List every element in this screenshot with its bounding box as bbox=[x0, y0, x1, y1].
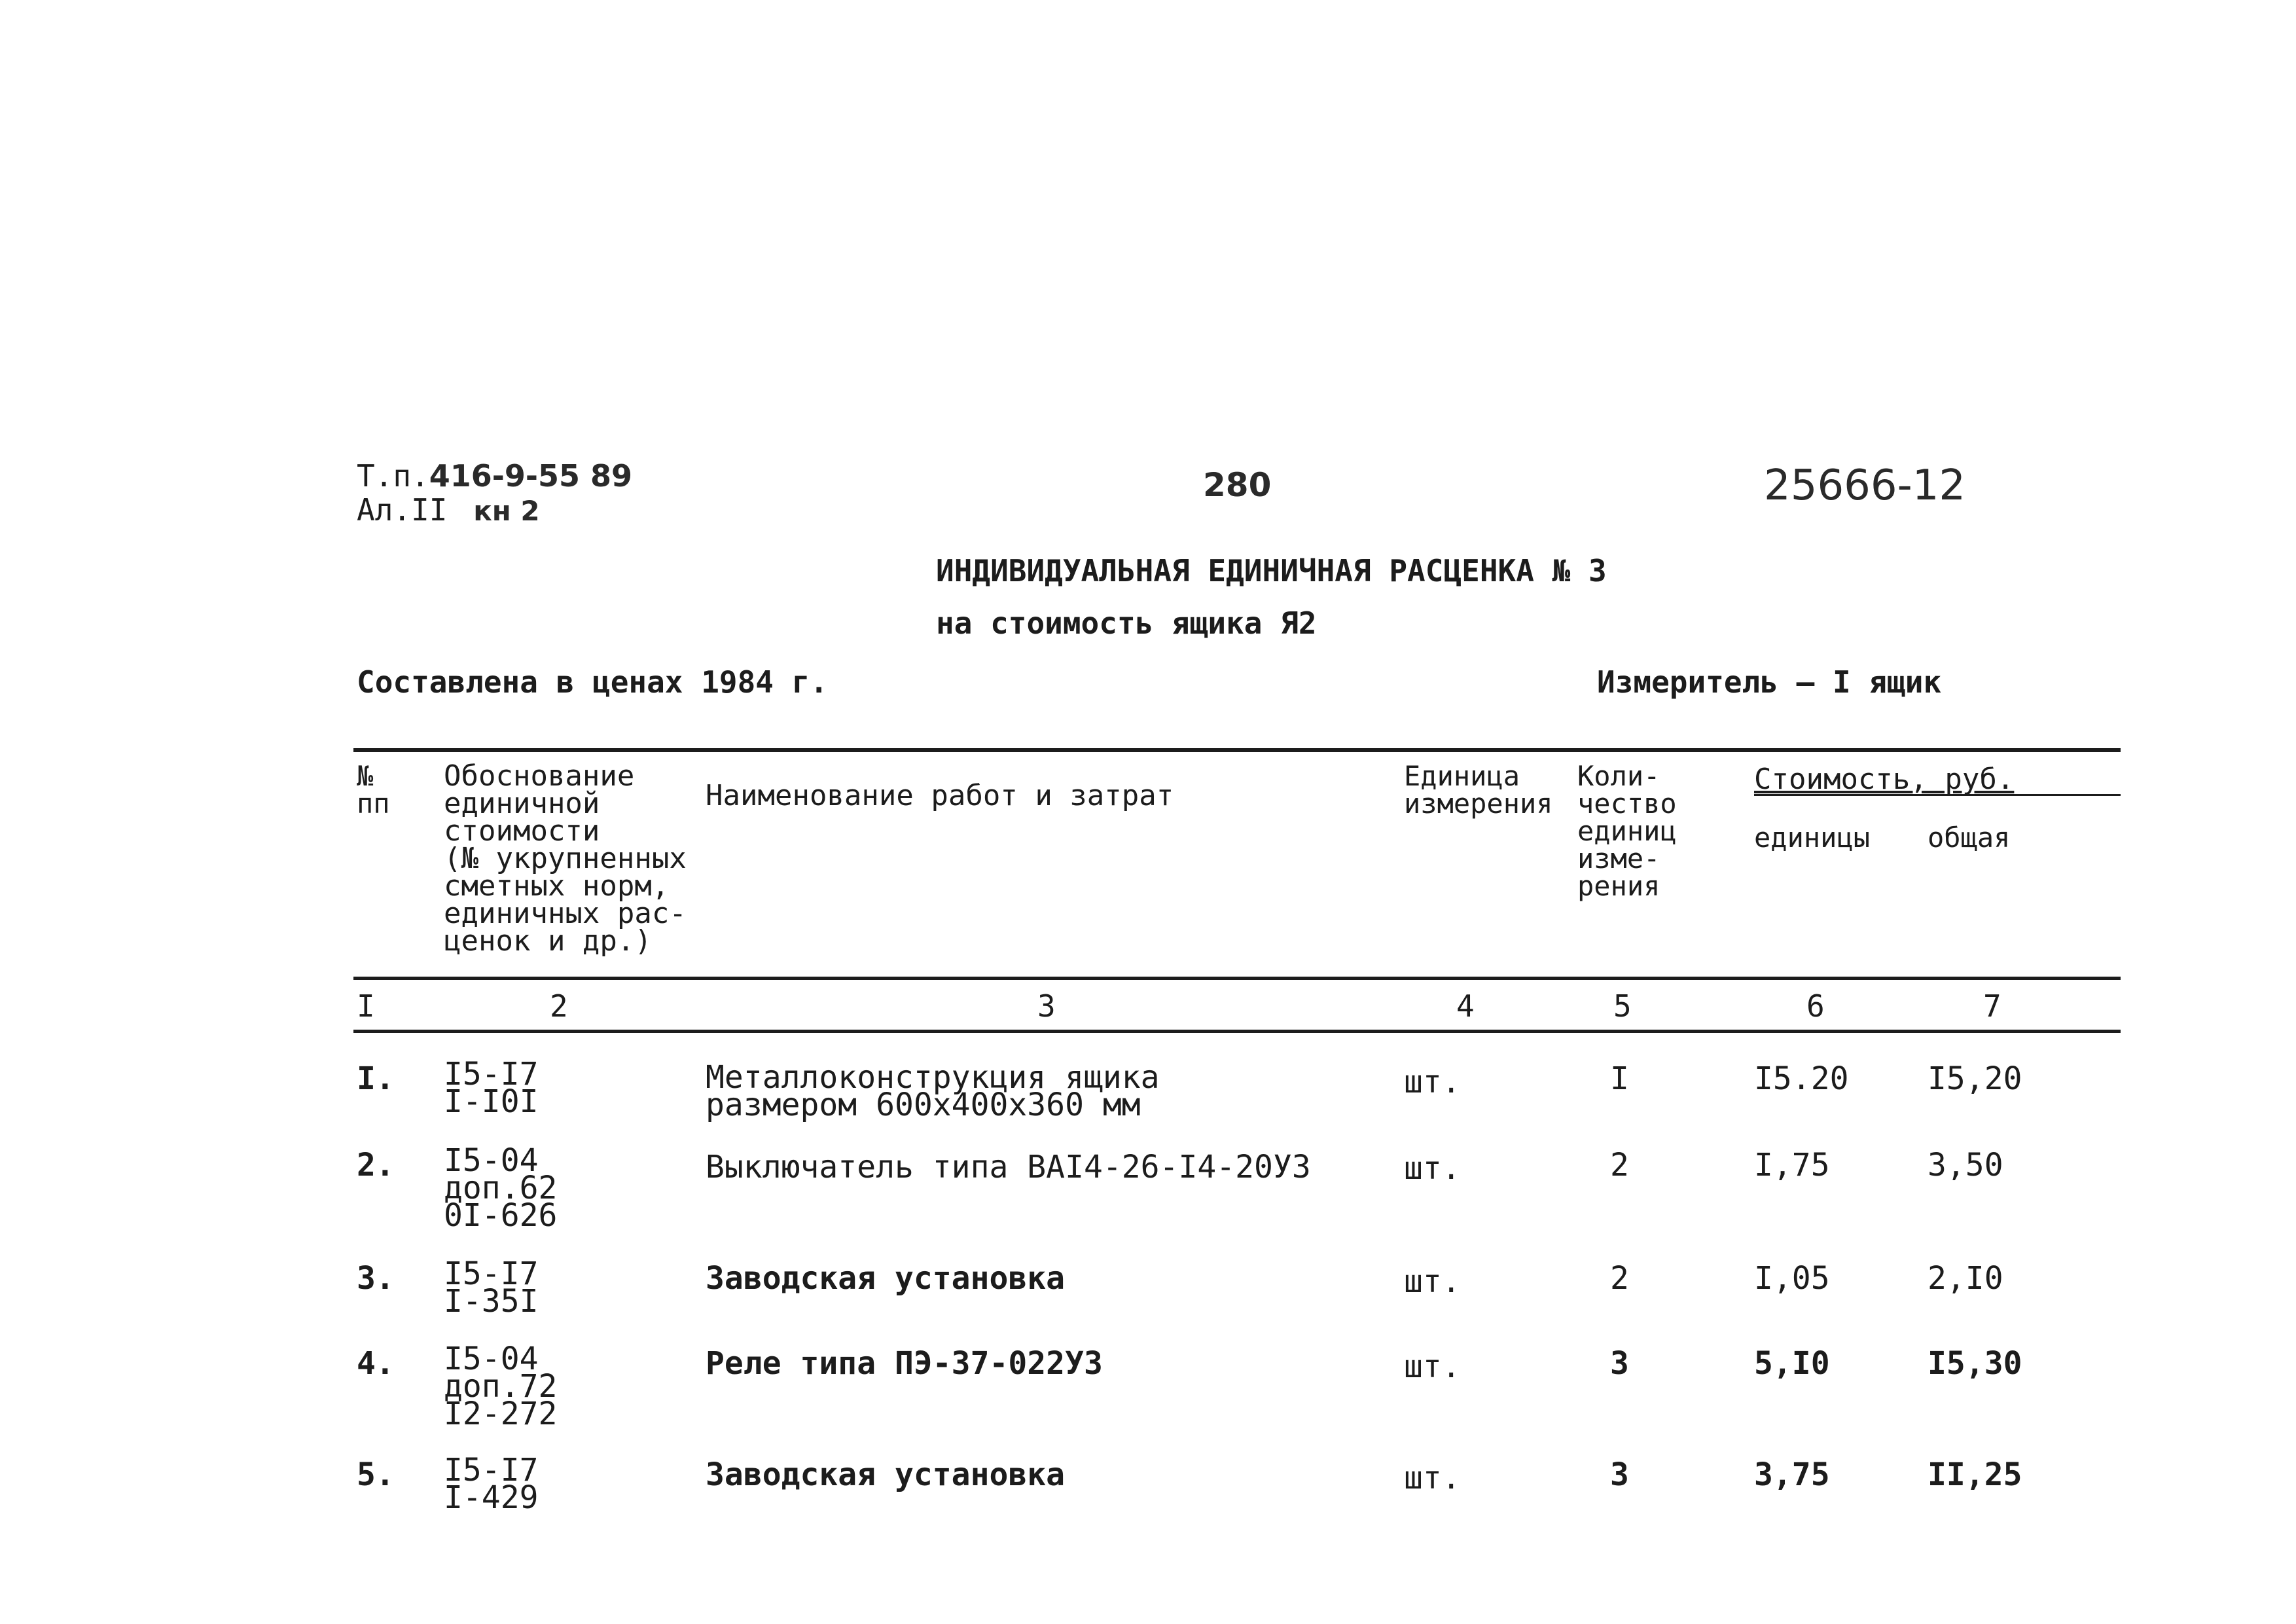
col-header-name: Наименование работ и затрат bbox=[706, 779, 1174, 812]
row-total: 2,I0 bbox=[1928, 1260, 2003, 1297]
row-number: 4. bbox=[357, 1345, 395, 1382]
doc-ref-line1 bbox=[357, 458, 632, 494]
row-basis: I5-04 доп.62 0I-626 bbox=[444, 1142, 558, 1234]
col-number-3: 3 bbox=[1037, 988, 1056, 1024]
row-number: 2. bbox=[357, 1147, 395, 1183]
row-name: Заводская установка bbox=[706, 1456, 1066, 1493]
row-name: Заводская установка bbox=[706, 1260, 1066, 1297]
col-number-2: 2 bbox=[550, 988, 568, 1024]
col-number-7: 7 bbox=[1983, 988, 2001, 1024]
row-basis: I5-I7 I-35I bbox=[444, 1255, 539, 1320]
album-label: Ал.II bbox=[357, 492, 448, 528]
table-top-rule bbox=[353, 748, 2121, 752]
col-header-total: общая bbox=[1928, 821, 2011, 854]
row-number: I. bbox=[357, 1060, 395, 1097]
row-name: Реле типа ПЭ-37-022У3 bbox=[706, 1345, 1103, 1382]
col-header-unit-cost: единицы bbox=[1754, 821, 1871, 854]
col-number-4: 4 bbox=[1456, 988, 1475, 1024]
page-title: ИНДИВИДУАЛЬНАЯ ЕДИНИЧНАЯ РАСЦЕНКА № 3 bbox=[936, 553, 1607, 588]
row-unit-cost: 5,I0 bbox=[1754, 1345, 1830, 1382]
unit-measure-note: Измеритель – I ящик bbox=[1597, 664, 1942, 700]
page-subtitle: на стоимость ящика Я2 bbox=[936, 605, 1317, 641]
col-header-number: № пп bbox=[357, 760, 390, 820]
row-quantity: 3 bbox=[1610, 1345, 1629, 1382]
row-unit: шт. bbox=[1404, 1460, 1461, 1496]
row-unit-cost: I,05 bbox=[1754, 1260, 1830, 1297]
row-number: 3. bbox=[357, 1260, 395, 1297]
row-quantity: 3 bbox=[1610, 1456, 1629, 1493]
row-total: II,25 bbox=[1928, 1456, 2022, 1493]
col-header-unit: Единица измерения bbox=[1404, 760, 1553, 820]
row-unit: шт. bbox=[1404, 1150, 1461, 1187]
row-unit-cost: 3,75 bbox=[1754, 1456, 1830, 1493]
row-quantity: 2 bbox=[1610, 1147, 1629, 1183]
row-quantity: I bbox=[1610, 1060, 1629, 1097]
col-number-6: 6 bbox=[1806, 988, 1825, 1024]
col-number-1: I bbox=[357, 988, 375, 1024]
row-basis: I5-I7 I-I0I bbox=[444, 1056, 539, 1120]
col-header-cost: Стоимость, руб. bbox=[1754, 763, 2015, 796]
row-total: 3,50 bbox=[1928, 1147, 2003, 1183]
col-header-basis: Обоснование единичной стоимости (№ укрупненных сметных норм, единичных рас- ценок и др.) bbox=[444, 759, 687, 958]
row-quantity: 2 bbox=[1610, 1260, 1629, 1297]
header-bottom-rule bbox=[353, 977, 2121, 980]
doc-ref-prefix: Т.п. bbox=[357, 458, 429, 494]
row-basis: I5-04 доп.72 I2-272 bbox=[444, 1341, 558, 1432]
row-basis: I5-I7 I-429 bbox=[444, 1452, 539, 1516]
col-number-5: 5 bbox=[1613, 988, 1632, 1024]
row-number: 5. bbox=[357, 1456, 395, 1493]
page-number: 280 bbox=[1203, 466, 1272, 504]
row-total: I5,20 bbox=[1928, 1060, 2022, 1097]
row-unit: шт. bbox=[1404, 1263, 1461, 1300]
doc-ref-line2 bbox=[357, 492, 540, 528]
row-unit: шт. bbox=[1404, 1348, 1461, 1385]
row-unit-cost: I,75 bbox=[1754, 1147, 1830, 1183]
row-name: Выключатель типа ВАI4-26-I4-20У3 bbox=[706, 1149, 1311, 1185]
prices-note: Составлена в ценах 1984 г. bbox=[357, 664, 829, 700]
colnum-bottom-rule bbox=[353, 1030, 2121, 1033]
row-total: I5,30 bbox=[1928, 1345, 2022, 1382]
col-header-quantity: Коли- чество единиц изме- рения bbox=[1577, 760, 1677, 902]
row-name: Металлоконструкция ящика размером 600х400х360 мм bbox=[706, 1059, 1160, 1123]
row-unit-cost: I5.20 bbox=[1754, 1060, 1849, 1097]
row-unit: шт. bbox=[1404, 1064, 1461, 1100]
doc-code: 25666-12 bbox=[1764, 461, 1966, 510]
book-label: кн 2 bbox=[473, 495, 540, 527]
doc-ref-number: 416-9-55 89 bbox=[429, 458, 633, 494]
